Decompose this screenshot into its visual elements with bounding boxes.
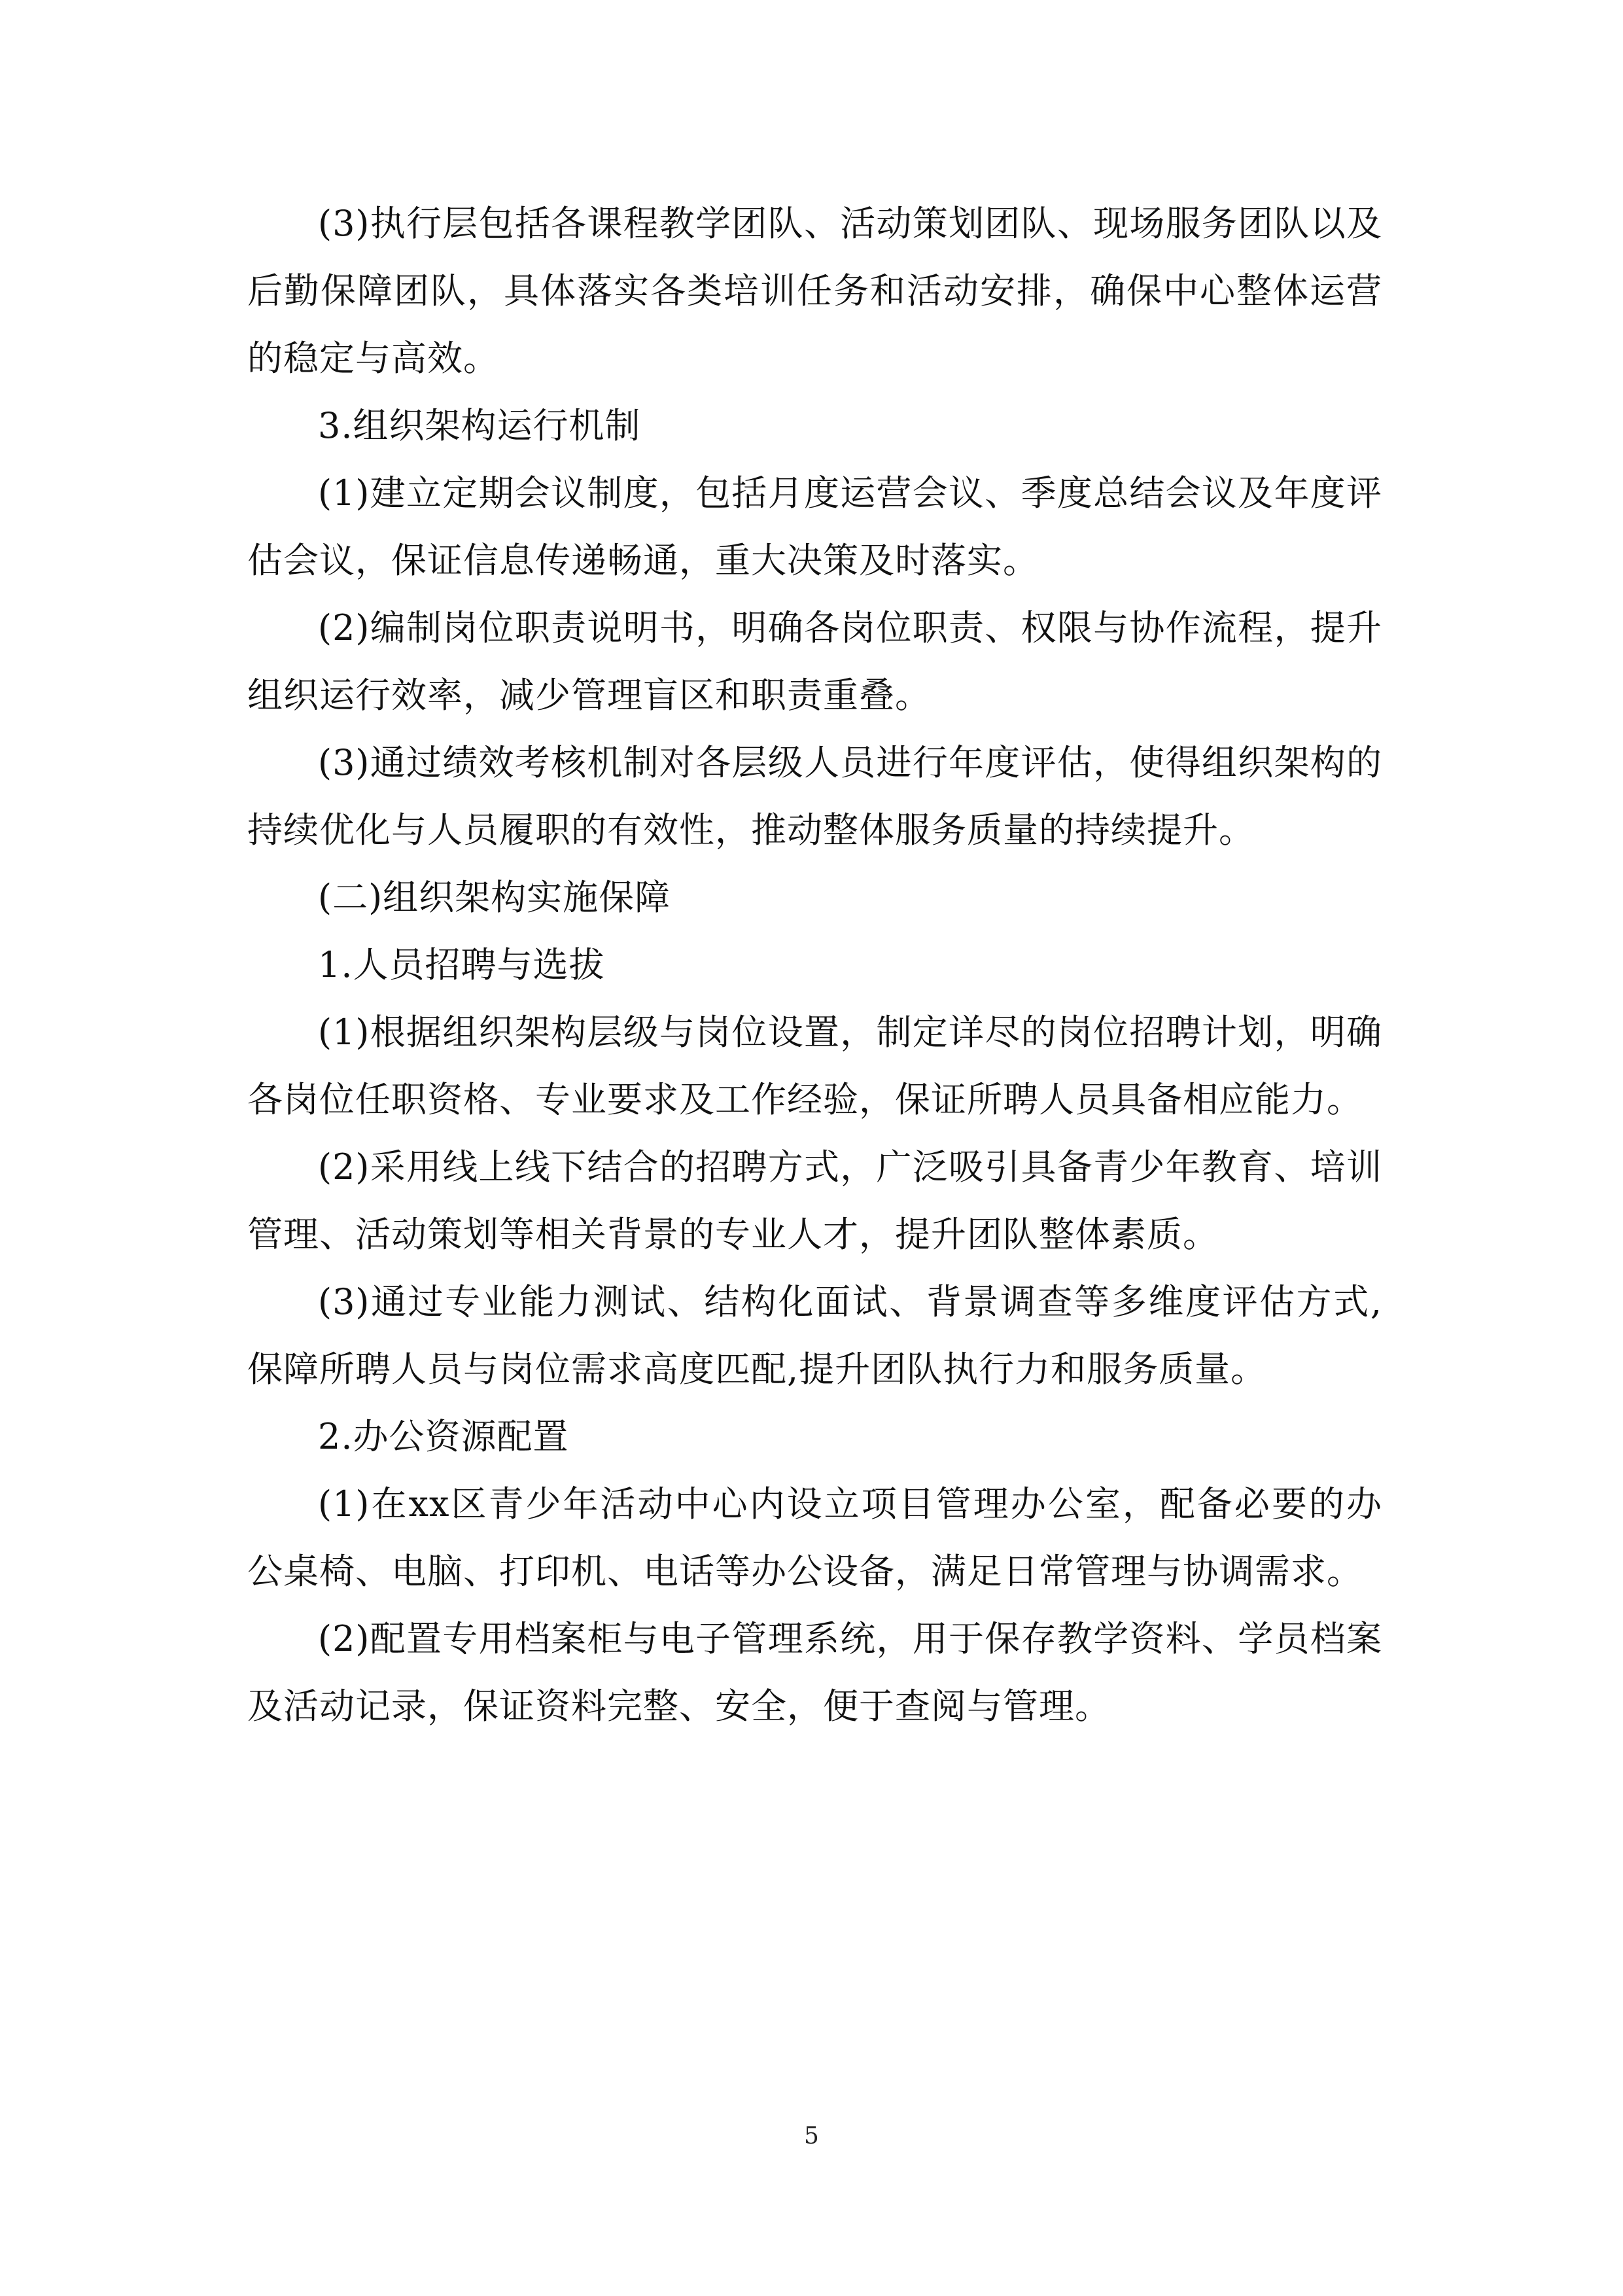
paragraph-recruitment-plan: (1)根据组织架构层级与岗位设置，制定详尽的岗位招聘计划，明确各岗位任职资格、专业要求及工作经验，保证所聘人员具备相应能力。	[247, 1012, 1382, 1120]
document-body	[247, 190, 1382, 1740]
paragraph-recruitment-channels: (2)采用线上线下结合的招聘方式，广泛吸引具备青少年教育、培训管理、活动策划等相关背景的专业人才，提升团队整体素质。	[247, 1146, 1382, 1255]
paragraph-office-setup: (1)在xx区青少年活动中心内设立项目管理办公室，配备必要的办公桌椅、电脑、打印机、电话等办公设备，满足日常管理与协调需求。	[247, 1483, 1382, 1592]
page-number: 5	[804, 2123, 819, 2149]
paragraph-meeting-system: (1)建立定期会议制度，包括月度运营会议、季度总结会议及年度评估会议，保证信息传递畅通，重大决策及时落实。	[247, 472, 1382, 581]
paragraph-performance-review: (3)通过绩效考核机制对各层级人员进行年度评估，使得组织架构的持续优化与人员履职的有效性，推动整体服务质量的持续提升。	[247, 742, 1382, 851]
paragraph-job-descriptions: (2)编制岗位职责说明书，明确各岗位职责、权限与协作流程，提升组织运行效率，减少管理盲区和职责重叠。	[247, 607, 1382, 716]
paragraph-execution-layer: (3)执行层包括各课程教学团队、活动策划团队、现场服务团队以及后勤保障团队，具体落实各类培训任务和活动安排，确保中心整体运营的稳定与高效。	[247, 203, 1382, 379]
heading-recruitment: 1.人员招聘与选拔	[318, 944, 605, 985]
paragraph-archive-system: (2)配置专用档案柜与电子管理系统，用于保存教学资料、学员档案及活动记录，保证资料完整、安全，便于查阅与管理。	[247, 1618, 1382, 1727]
paragraph-recruitment-assessment: (3)通过专业能力测试、结构化面试、背景调查等多维度评估方式,保障所聘人员与岗位需求高度匹配,提升团队执行力和服务质量。	[247, 1281, 1382, 1390]
heading-office-resources: 2.办公资源配置	[318, 1416, 569, 1457]
heading-implementation-guarantee: (二)组织架构实施保障	[318, 877, 671, 918]
heading-operating-mechanism: 3.组织架构运行机制	[318, 405, 641, 446]
